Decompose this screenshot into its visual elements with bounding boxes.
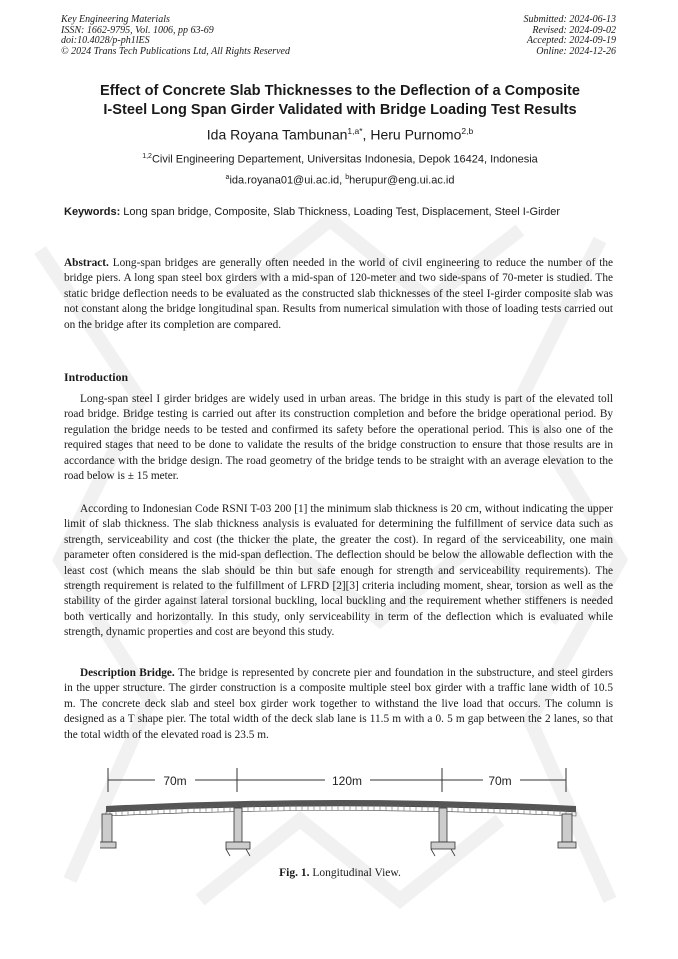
journal-name: Key Engineering Materials bbox=[61, 14, 170, 25]
intro-paragraph-2: According to Indonesian Code RSNI T-03 200 [1] the minimum slab thickness is 20 cm, without indicating the upper limit of slab thickness. The slab thickness analysis is evaluated for determining the fulfillment of service data such as strength, serviceability and cost (the thicker the plate, the greater the cost). In regard of the serviceability, one main parameter often considered is the mid-span deflection. The deflection should be below the allowable deflection with the least cost (which means the slab should be thin but safe enough for strength and serviceability requirements). The strength requirement is related to the fulfillment of LFRD [2][3] criteria including moment, shear, torsion as well as the stability of the girder against lateral torsional buckling, local buckling and the requirement whether stiffeners is needed both vertically and horizontally. In this study, only serviceability in term of the deflection which is evaluated while strength, dynamic properties and cost are beyond this study. bbox=[64, 503, 613, 639]
submitted-date: Submitted: 2024-06-13 bbox=[523, 14, 616, 25]
email-b[interactable]: herupur@eng.ui.ac.id bbox=[349, 174, 455, 187]
intro-paragraph-1: Long-span steel I girder bridges are widely used in urban areas. The bridge in this study is part of the elevated toll road bridge. Bridge testing is carried out after its construction completion and before the bridge operational period. By regulation the bridge needs to be tested and confirmed its safety before the operational period. This is also one of the required stages that need to be done to validate the results of the bridge construction to ensure that those results are in accordance with the bridge design. The road geometry of the bridge tends to be straight with an average elevation to the road below is ± 15 meter. bbox=[64, 393, 613, 483]
abstract bbox=[64, 256, 613, 333]
author-1-name: Ida Royana Tambunan bbox=[206, 126, 348, 143]
longitudinal-view-figure bbox=[100, 764, 580, 858]
issn-line: ISSN: 1662-9795, Vol. 1006, pp 63-69 bbox=[61, 24, 214, 36]
doi-line[interactable]: doi:10.4028/p-ph1lES bbox=[61, 35, 150, 47]
author-1-sup: 1,a* bbox=[347, 126, 363, 136]
title-line-1: Effect of Concrete Slab Thicknesses to the Deflection of a Composite bbox=[99, 83, 581, 99]
keywords-label: Keywords: bbox=[64, 206, 121, 218]
author-2-name: Heru Purnomo bbox=[370, 126, 462, 143]
email-a-sup: a bbox=[225, 174, 230, 181]
pier-1 bbox=[100, 814, 116, 848]
pier-2 bbox=[226, 808, 250, 856]
copyright-line: © 2024 Trans Tech Publications Ltd, All Rights Reserved bbox=[61, 45, 290, 57]
figure-caption-text: Longitudinal View. bbox=[309, 867, 401, 879]
author-separator: , bbox=[362, 126, 371, 143]
pier-4 bbox=[558, 814, 576, 848]
description-label: Description Bridge. bbox=[80, 667, 175, 679]
dates-header bbox=[524, 15, 617, 57]
author-emails bbox=[40, 171, 640, 188]
journal-header bbox=[61, 15, 290, 57]
paper-title bbox=[40, 82, 640, 119]
abstract-label: Abstract. bbox=[64, 257, 109, 269]
description-paragraph bbox=[64, 666, 613, 743]
span-right-label: 70m bbox=[488, 774, 512, 788]
keywords-text: Long span bridge, Composite, Slab Thickness, Loading Test, Displacement, Steel I-Girder bbox=[120, 206, 561, 218]
email-b-sup: b bbox=[345, 174, 350, 181]
affiliation bbox=[40, 150, 640, 167]
introduction-heading: Introduction bbox=[64, 370, 129, 384]
online-date: Online: 2024-12-26 bbox=[536, 45, 616, 57]
author-2-sup: 2,b bbox=[461, 126, 474, 136]
title-line-2: I-Steel Long Span Girder Validated with Bridge Loading Test Results bbox=[103, 101, 577, 118]
accepted-date: Accepted: 2024-09-19 bbox=[526, 35, 616, 47]
revised-date: Revised: 2024-09-02 bbox=[532, 24, 616, 36]
span-mid-label: 120m bbox=[331, 774, 363, 788]
figure-caption bbox=[40, 867, 640, 879]
keywords bbox=[64, 205, 613, 220]
span-left-label: 70m bbox=[163, 774, 187, 788]
affiliation-text: Civil Engineering Departement, Universitas Indonesia, Depok 16424, Indonesia bbox=[151, 153, 538, 166]
abstract-text: Long-span bridges are generally often needed in the world of civil engineering to reduce the number of the bridge piers. A long span steel box girders with a mid-span of 120-meter and two side-spans of 70-meter is studied. The static bridge deflection needs to be evaluated as the constructed slab thicknesses of the steel I-girder composite slab was not constant along the bridge longitudinal span. Results from numerical simulation with those of loading tests carried out on the bridge after its completion are compared. bbox=[64, 257, 613, 331]
affiliation-sup: 1,2 bbox=[142, 153, 152, 160]
bridge-deck bbox=[106, 800, 576, 816]
author-list bbox=[40, 122, 640, 144]
email-a[interactable]: ida.royana01@ui.ac.id, bbox=[229, 174, 346, 187]
pier-3 bbox=[431, 808, 455, 856]
figure-caption-label: Fig. 1. bbox=[279, 867, 310, 879]
description-text: The bridge is represented by concrete pier and foundation in the substructure, and steel girders in the upper structure. The girder construction is a composite multiple steel box girder with a traffic lane width of 10.5 m. The concrete deck slab and steel box girder work together to withstand the live load that occurs. The column is designed as a T shape pier. The total width of the deck slab lane is 11.5 m with a 0. 5 m gap between the 2 lanes, so that the total width of the elevated road is 23.5 m. bbox=[64, 667, 613, 741]
